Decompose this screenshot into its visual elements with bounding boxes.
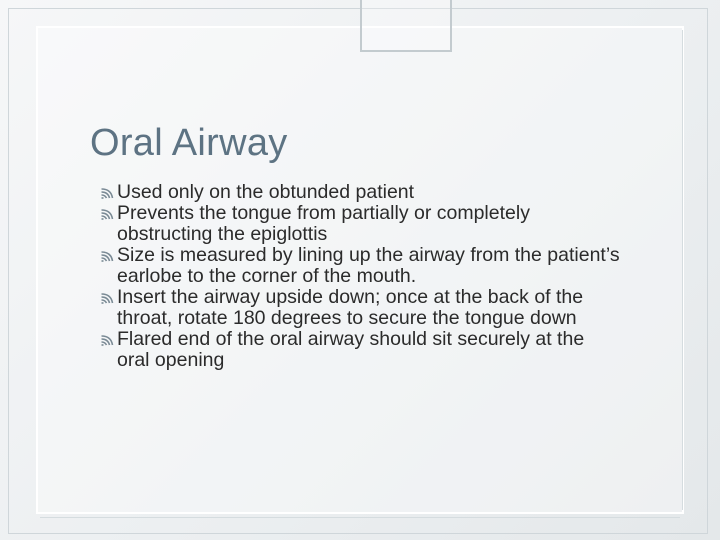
decorative-frame-bottom xyxy=(40,508,680,518)
wifi-signal-bullet-icon xyxy=(100,292,115,304)
wifi-signal-bullet-icon xyxy=(100,334,115,346)
bullet-list xyxy=(100,182,620,371)
decorative-frame-tab xyxy=(360,0,452,52)
slide-title: Oral Airway xyxy=(90,122,288,164)
bullet-text: Insert the airway upside down; once at the back of the throat, rotate 180 degrees to secure the tongue down xyxy=(117,286,584,329)
bullet-item xyxy=(100,203,620,245)
bullet-text: Size is measured by lining up the airway from the patient’s earlobe to the corner of the mouth. xyxy=(117,244,620,287)
bullet-item xyxy=(100,287,620,329)
wifi-signal-bullet-icon xyxy=(100,208,115,220)
bullet-item xyxy=(100,182,620,203)
bullet-item xyxy=(100,245,620,287)
wifi-signal-bullet-icon xyxy=(100,187,115,199)
bullet-text: Flared end of the oral airway should sit securely at the oral opening xyxy=(117,328,585,371)
bullet-item xyxy=(100,329,620,371)
bullet-text: Prevents the tongue from partially or completely obstructing the epiglottis xyxy=(117,202,530,245)
wifi-signal-bullet-icon xyxy=(100,250,115,262)
decorative-frame-side xyxy=(682,30,694,510)
bullet-text: Used only on the obtunded patient xyxy=(117,181,415,203)
